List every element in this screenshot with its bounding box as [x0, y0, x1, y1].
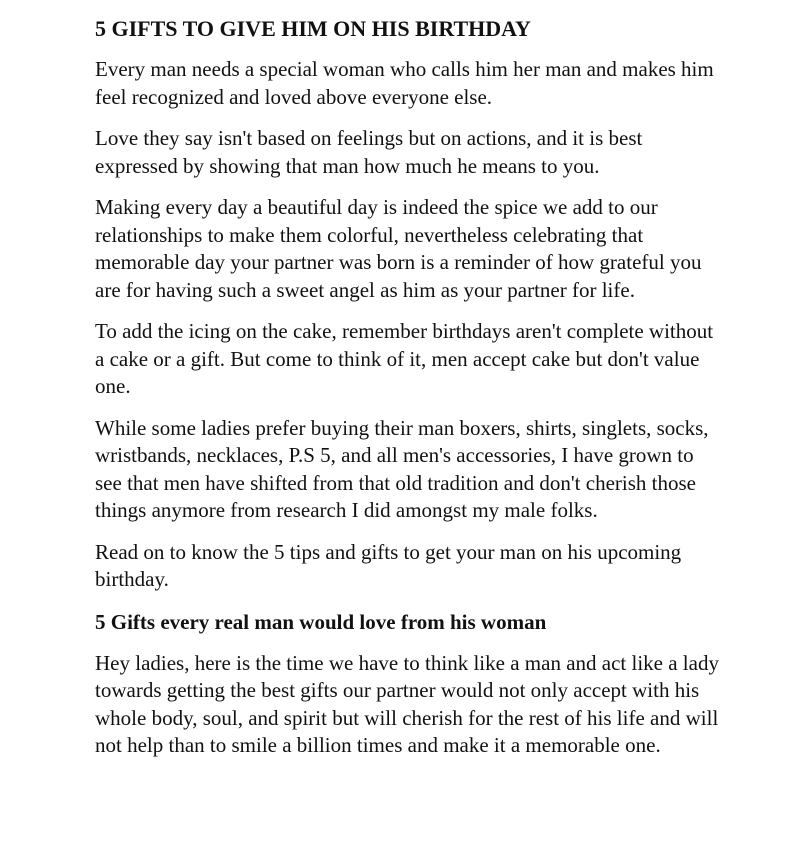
article-paragraph: Love they say isn't based on feelings but on actions, and it is best expressed by showing that man how much he means to you. — [95, 126, 643, 178]
article-paragraph: To add the icing on the cake, remember birthdays aren't complete without a cake or a gift. But come to think of it, men accept cake but don't value one. — [95, 319, 714, 398]
article-body — [95, 14, 720, 774]
article-paragraph: Read on to know the 5 tips and gifts to get your man on his upcoming birthday. — [95, 539, 682, 591]
article-paragraph: Making every day a beautiful day is indeed the spice we add to our relationships to make them colorful, nevertheless celebrating that memorable day your partner was born is a reminder of how grateful you are for having such a sweet angel as him as your partner for life. — [95, 195, 702, 302]
article-title: 5 GIFTS TO GIVE HIM ON HIS BIRTHDAY — [95, 16, 531, 41]
article-paragraph: Every man needs a special woman who calls him her man and makes him feel recognized and loved above everyone else. — [95, 57, 714, 109]
article-paragraph: While some ladies prefer buying their man boxers, shirts, singlets, socks, wristbands, necklaces, P.S 5, and all men's accessories, I have grown to see that men have shifted from that old tradition and don't cherish those things anymore from research I did amongst my male folks. — [95, 415, 709, 522]
section-heading: 5 Gifts every real man would love from his woman — [95, 609, 547, 634]
article-paragraph: Hey ladies, here is the time we have to think like a man and act like a lady towards getting the best gifts our partner would not only accept with his whole body, soul, and spirit but will cherish for the rest of his life and will not help than to smile a billion times and make it a memorable one. — [95, 650, 719, 757]
